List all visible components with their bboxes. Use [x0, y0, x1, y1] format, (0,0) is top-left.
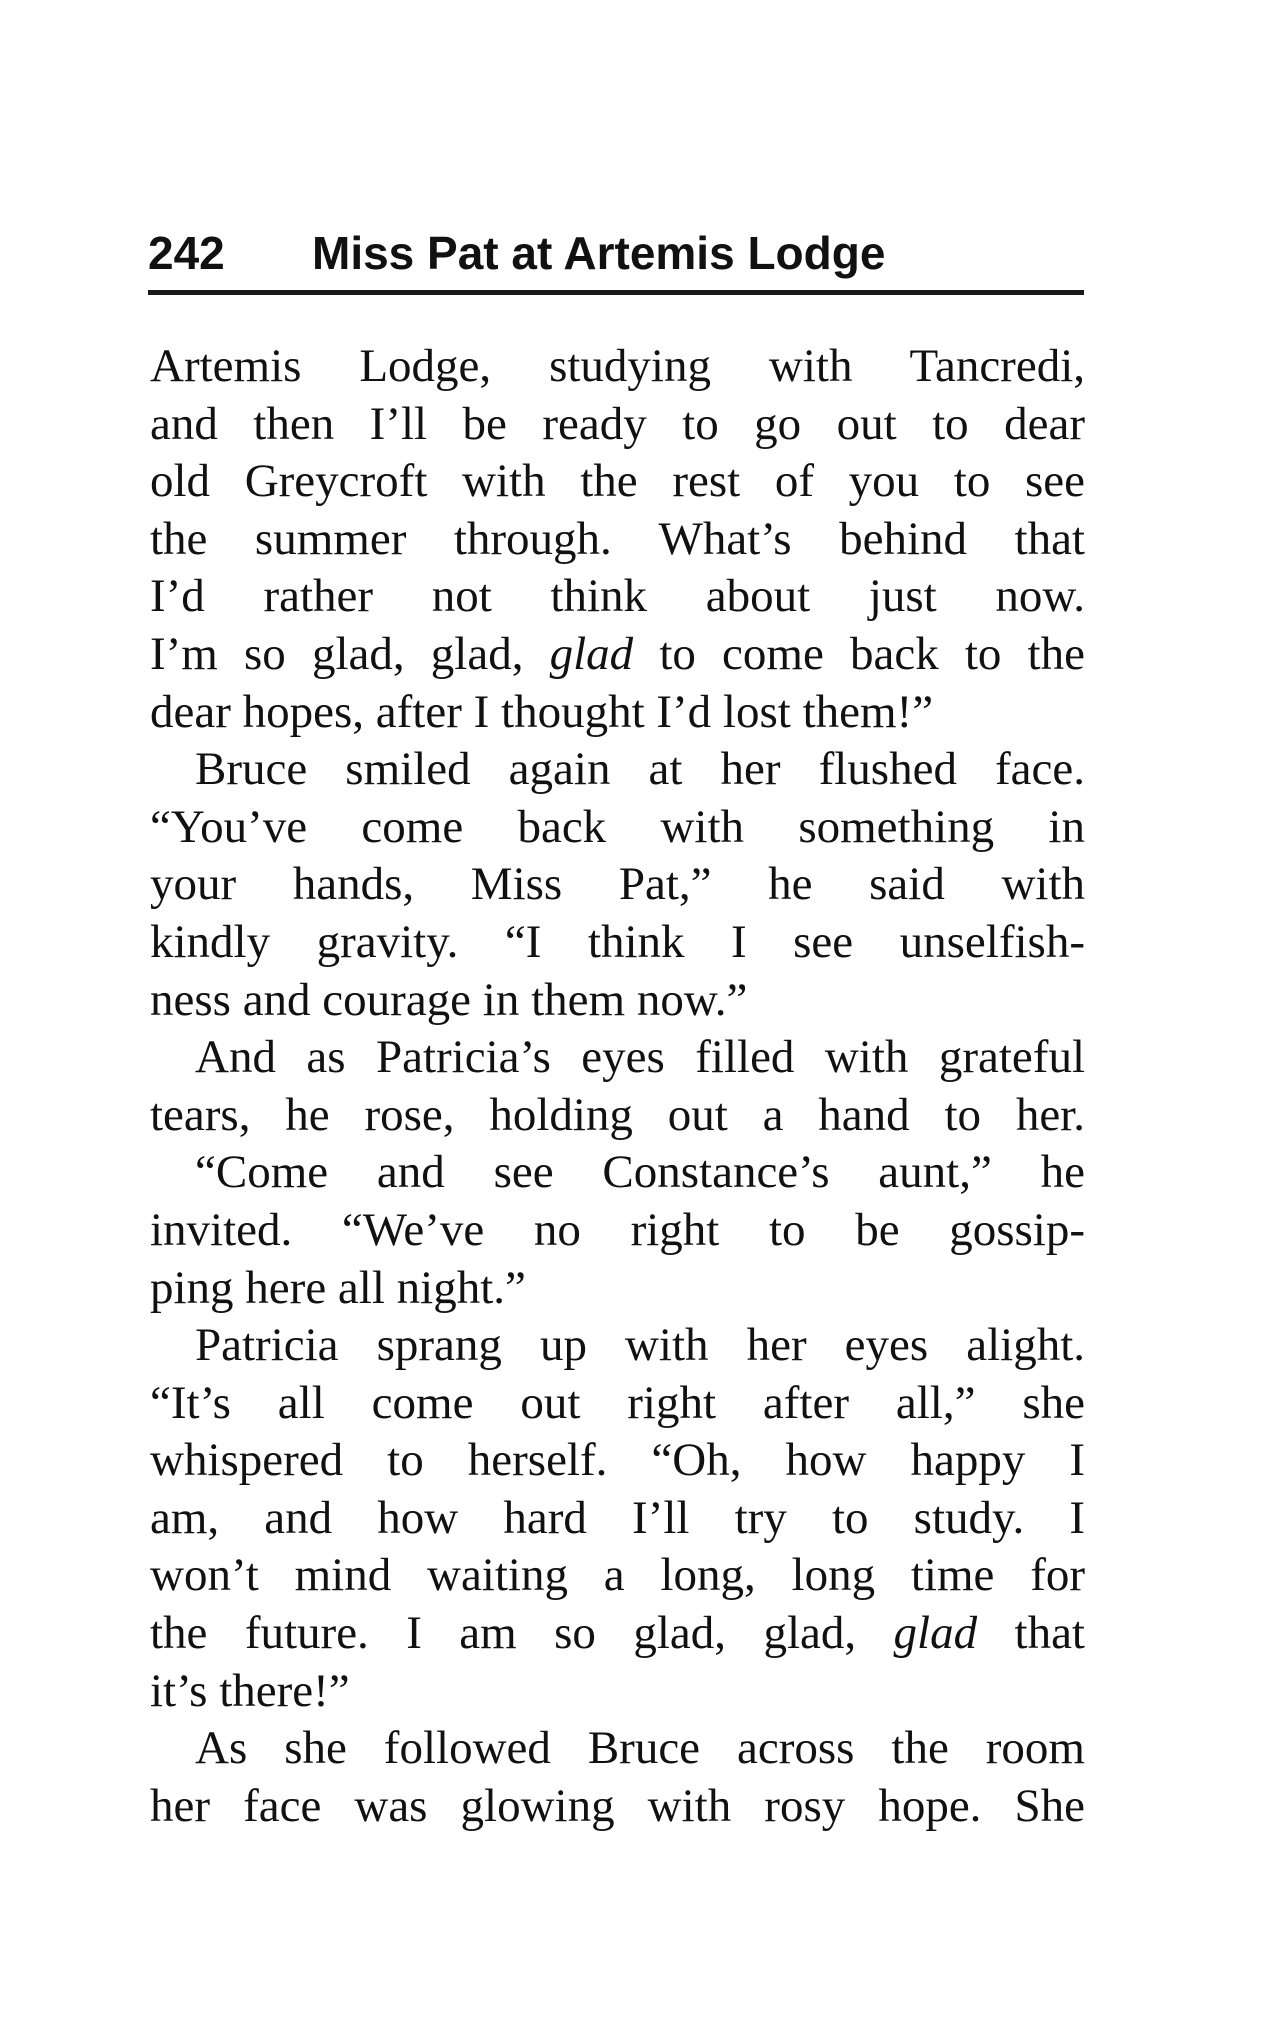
text-line: and then I’ll be ready to go out to dear	[150, 397, 1085, 450]
text-run: that	[977, 1607, 1085, 1660]
header-rule	[148, 290, 1084, 295]
page-number: 242	[148, 227, 225, 279]
text-line: it’s there!”	[150, 1664, 350, 1717]
text-run: the future. I am so glad, glad,	[150, 1607, 894, 1660]
text-line: ness and courage in them now.”	[150, 973, 748, 1026]
text-line	[150, 626, 1085, 684]
running-head	[148, 218, 1084, 288]
text-line: As she followed Bruce across the room	[195, 1722, 1085, 1775]
text-line: ping here all night.”	[150, 1261, 526, 1314]
text-line: I’d rather not think about just now.	[150, 570, 1085, 623]
text-line: the summer through. What’s behind that	[150, 512, 1085, 565]
italic-emphasis: glad	[893, 1607, 978, 1660]
text-line: And as Patricia’s eyes filled with grateful	[195, 1031, 1085, 1084]
text-line: kindly gravity. “I think I see unselfish-	[150, 915, 1085, 968]
text-line	[150, 1605, 1085, 1663]
text-line: dear hopes, after I thought I’d lost them!”	[150, 685, 934, 738]
text-line: tears, he rose, holding out a hand to her.	[150, 1088, 1085, 1141]
text-line: won’t mind waiting a long, long time for	[150, 1549, 1085, 1602]
text-line: “Come and see Constance’s aunt,” he	[195, 1146, 1085, 1199]
text-line: your hands, Miss Pat,” he said with	[150, 858, 1085, 911]
body-text	[150, 338, 1085, 1835]
text-line: invited. “We’ve no right to be gossip-	[150, 1203, 1085, 1256]
text-line: “You’ve come back with something in	[150, 800, 1085, 853]
text-line: Bruce smiled again at her flushed face.	[195, 743, 1085, 796]
text-line: whispered to herself. “Oh, how happy I	[150, 1434, 1085, 1487]
text-line: am, and how hard I’ll try to study. I	[150, 1491, 1085, 1544]
text-line: “It’s all come out right after all,” she	[150, 1376, 1085, 1429]
text-run: to come back to the	[633, 627, 1085, 680]
running-title: Miss Pat at Artemis Lodge	[312, 227, 886, 279]
text-line: old Greycroft with the rest of you to see	[150, 455, 1085, 508]
text-run: I’m so glad, glad,	[150, 627, 550, 680]
text-line: her face was glowing with rosy hope. She	[150, 1779, 1085, 1832]
text-line: Artemis Lodge, studying with Tancredi,	[150, 340, 1085, 392]
italic-emphasis: glad	[549, 627, 634, 680]
text-line: Patricia sprang up with her eyes alight.	[195, 1319, 1085, 1372]
